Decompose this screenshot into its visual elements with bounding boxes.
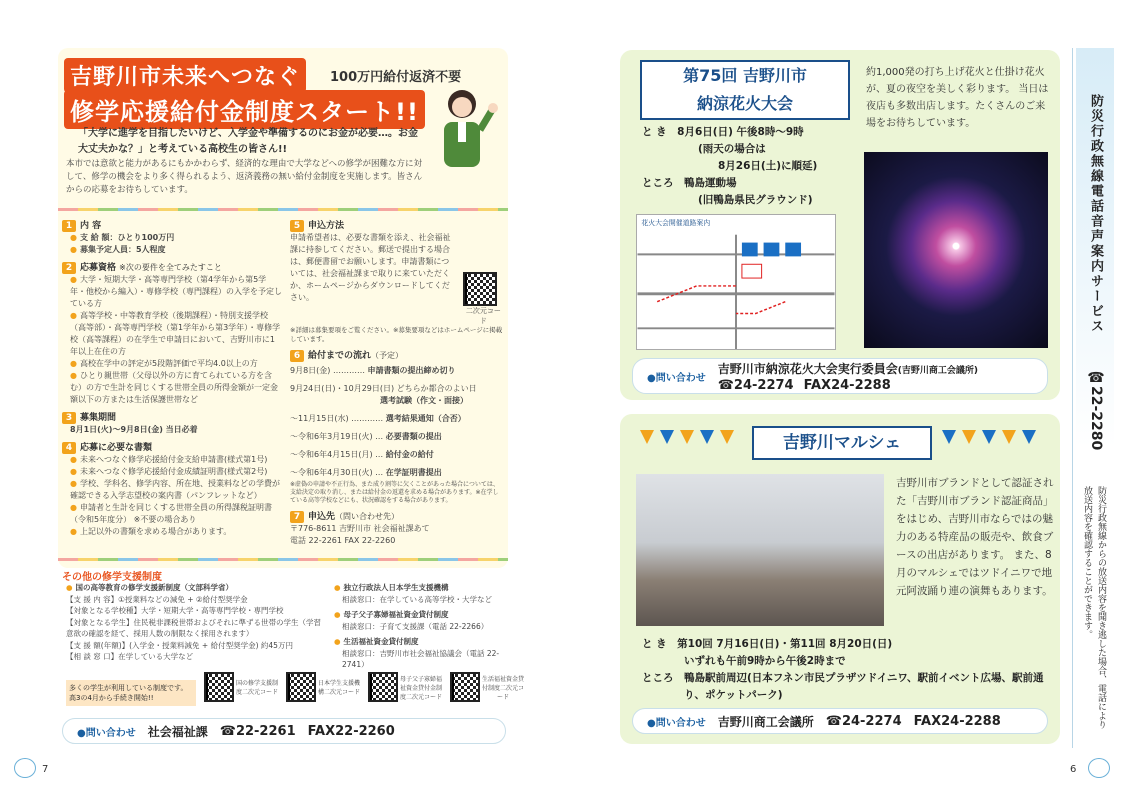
sections-right-column <box>290 218 504 547</box>
flow-note: ※虚偽の申請や不正行為、また成り割等に欠くことがあった場合については、支給決定の取り消し、または給付金の返還を求める場合があります。※在学している高等学校などにも、状況確認をする場合があります。 <box>290 481 499 504</box>
side-description: 防災行政無線からの放送内容を聞き逃した場合、電話により放送内容を確認することができます。 <box>1082 486 1106 729</box>
flow-item: ～令和6年3月19日(火) … 必要書類の提出 <box>290 432 442 441</box>
fireworks-title: 第75回 吉野川市 納涼花火大会 <box>640 60 850 120</box>
national-support-line: 【支 援 内 容】①授業料などの減免 + ②給付型奨学金 <box>66 594 248 604</box>
mascot-icon <box>14 758 36 778</box>
marche-description: 吉野川市ブランドとして認証された「吉野川市ブランド認証商品」をはじめ、吉野川市ならではの魅力のある特産品の販売や、飲食ブースの出店があります。 また、8月のマルシェではツドイニワで地元阿波踊り連の演舞もあります。 <box>896 477 1054 597</box>
page-number-right: 6 <box>1070 764 1077 775</box>
national-support-line: 【相 談 窓 口】在学している大学など <box>66 652 194 661</box>
venue-map <box>636 214 836 350</box>
section2-list: ● 大学・短期大学・高等専門学校（第4学年から第5学年・他校から編入）・専修学校（専門課程）の入学を予定している方 ● 高等学校・中等教育学校（後期課程）・特別支援学校（高等部）・高等専門学校（第1学年から第3学年）・専修学校（高等課程）の在学生で申請日において、吉野川市に1年以上在住の方 ● 高校在学中の評定が5段階評価で平均4.0以上の方 ● ひとり親世帯（父母以外の方に育てられている方を含む）の方で生計を同じくする世帯全員の所得金額が一定金額以下の方または生活保護世帯など <box>70 275 282 404</box>
flow-item: ～令和6年4月30日(火) … 在学証明書提出 <box>290 468 442 477</box>
student-illustration <box>422 82 502 172</box>
scholarship-title-line1: 吉野川市未来へつなぐ <box>64 58 306 93</box>
side-tel[interactable]: ☎22-2280 <box>1088 370 1104 451</box>
national-support-line: 【対象となる学生】住民税非課税世帯およびそれに準ずる世帯の学生（学習意欲の確認を経て、採用人数の制限なく採用されます） <box>66 617 321 638</box>
bunting-right <box>938 430 1058 450</box>
qr-label: 二次元コード <box>465 307 501 325</box>
section7-address: 〒776-8611 吉野川市 社会福祉課あて <box>290 524 430 533</box>
qr-code[interactable] <box>450 672 480 702</box>
national-support-line: 【対象となる学校種】大学・短期大学・高等専門学校・専門学校 <box>66 606 284 615</box>
mascot-icon <box>1088 758 1110 778</box>
scholarship-badge: 100万円給付返済不要 <box>330 70 462 85</box>
qr-code[interactable] <box>286 672 316 702</box>
section7-heading: 7 申込先（問い合わせ先） <box>290 509 504 523</box>
scholarship-intro: 本市では意欲と能力があるにもかかわらず、経済的な理由で大学などへの修学が困難な方に対して、修学の機会をより多く得られるよう、返済義務の無い給付金制度を実施します。皆さんからの応募をお待ちしています。 <box>66 159 423 195</box>
section7-tel: 電話 22-2261 FAX 22-2260 <box>290 536 396 545</box>
marche-title: 吉野川マルシェ <box>752 426 932 460</box>
flow-item: 9月8日(金) ………… 申請書類の提出締め切り <box>290 366 456 375</box>
section3-text: 8月1日(火)～9月8日(金) 当日必着 <box>70 425 198 434</box>
national-support-info: ● 国の高等教育の修学支援新制度（文部科学省） 【支 援 内 容】①授業料などの減免 + ②給付型奨学金 【対象となる学校種】大学・短期大学・高等専門学校・専門学校 【対象となる学生】住民税非課税世帯およびそれに準ずる世帯の学生（学習意欲の確認を経て、採用人数の制限なく採用されます） 【支 援 額(年額)】(入学金・授業料減免 + 給付型奨学金) 約45万円 【相 談 窓 口】在学している大学など <box>66 582 328 663</box>
national-support-line: 【支 援 額(年額)】(入学金・授業料減免 + 給付型奨学金) 約45万円 <box>66 640 293 650</box>
flow-item: 9月24日(日)・10月29日(日) どちらか都合のよい日 選考試験（作文・面接） <box>290 384 477 405</box>
marche-photo <box>636 474 884 626</box>
side-title: 防災行政無線電話音声案内サービス <box>1088 94 1103 334</box>
flow-item: ～11月15日(水) ………… 選考結果通知（合否） <box>290 414 466 423</box>
section4-heading: 4 応募に必要な書類 <box>62 440 282 454</box>
section4-list: ● 未来へつなぐ修学応援給付金支給申請書(様式第1号) ● 未来へつなぐ修学応援給付金成績証明書(様式第2号) ● 学校、学科名、修学内容、所在地、授業料などの学費が確認できる入学志望校の案内書（パンフレットなど） ● 申請者と生計を同じくする世帯全員の所得課税証明書（令和5年度分） ※不要の場合あり ● 上記以外の書類を求める場合があります。 <box>70 455 280 536</box>
marche-info: と き 第10回 7月16日(日)・第11回 8月20日(日) いずれも午前9時から午後2時まで ところ 鴨島駅前周辺(日本フネン市民プラザツドイニワ、駅前イベント広場、駅前通り、ポケットパーク) <box>642 638 1044 701</box>
other-support-list: ● 独立行政法人日本学生支援機構 相談窓口：在学している高等学校・大学など ● 母子父子寡婦福祉資金貸付制度 相談窓口：子育て支援課（電話 22-2266） ● 生活福祉資金貸付制度 相談窓口：吉野川市社会福祉協議会（電話 22-2741） <box>334 583 500 669</box>
fireworks-contact-bar: ●問い合わせ 吉野川市納涼花火大会実行委員会(吉野川商工会議所) ☎24-2274 FAX24-2288 <box>632 358 1048 394</box>
section1-list: ● 支 給 額：ひとり100万円 ● 募集予定人員：5人程度 <box>70 233 175 254</box>
fireworks-description: 約1,000発の打ち上げ花火と仕掛け花火が、夏の夜空を美しく彩ります。 当日は夜店も多数出店します。たくさんのご来場をお待ちしています。 <box>866 67 1049 129</box>
fireworks-photo <box>864 152 1048 348</box>
tip-box: 多くの学生が利用している制度です。高3の4月から手続き開始!! <box>66 680 196 706</box>
bunting-left <box>636 430 746 450</box>
color-divider <box>58 208 508 211</box>
national-support-heading: 国の高等教育の修学支援新制度（文部科学省） <box>75 583 234 592</box>
scholarship-contact-bar: ●問い合わせ 社会福祉課 ☎22-2261 FAX22-2260 <box>62 718 506 744</box>
scholarship-quote: 「大学に進学を目指したいけど、入学金や準備するのにお金が必要…。お金大丈夫かな？」と考えている高校生の皆さん!! <box>78 128 418 155</box>
fireworks-info: と き 8月6日(日) 午後8時～9時 (雨天の場合は 8月26日(土)に順延) ところ 鴨島運動場 (旧鴨島県民グラウンド) <box>642 126 818 206</box>
section3-heading: 3 募集期間 <box>62 410 282 424</box>
section6-heading: 6 給付までの流れ（予定） <box>290 348 504 362</box>
section5-note: ※詳細は募集要項をご覧ください。※募集要項などはホームページに掲載しています。 <box>290 326 503 343</box>
section2-heading: 2 応募資格 ※次の要件を全てみたすこと <box>62 260 282 274</box>
page-number-left: 7 <box>42 764 49 775</box>
section5-heading: 5 申込方法 <box>290 218 504 232</box>
section5-text: 申請希望者は、必要な書類を添え、社会福祉課に持参してください。郵送で提出する場合は、郵便書留でお願いします。申請書類については、社会福祉課まで取りに来ていただくか、ホームページからダウンロードしてください。 <box>290 233 451 302</box>
color-divider-2 <box>58 558 508 561</box>
qr-code[interactable] <box>368 672 398 702</box>
marche-contact-bar: ●問い合わせ 吉野川商工会議所 ☎24-2274 FAX24-2288 <box>632 708 1048 734</box>
scholarship-title-line2: 修学応援給付金制度スタート!! <box>64 90 425 129</box>
application-qr-code[interactable] <box>463 272 497 306</box>
map-title: 花火大会開催道路案内 <box>641 218 711 227</box>
other-support-title: その他の修学支援制度 <box>62 572 162 583</box>
sections-left-column <box>62 218 282 538</box>
flow-list <box>290 365 504 479</box>
flow-item: ～令和6年4月15日(月) … 給付金の給付 <box>290 450 434 459</box>
qr-code-row: 国の修学支援制度二次元コード 日本学生支援機構二次元コード 母子父子寡婦福祉資金貸付金制度二次元コード 生活福祉資金貸付制度二次元コード <box>204 672 524 702</box>
qr-code[interactable] <box>204 672 234 702</box>
section1-heading: 1 内 容 <box>62 218 282 232</box>
